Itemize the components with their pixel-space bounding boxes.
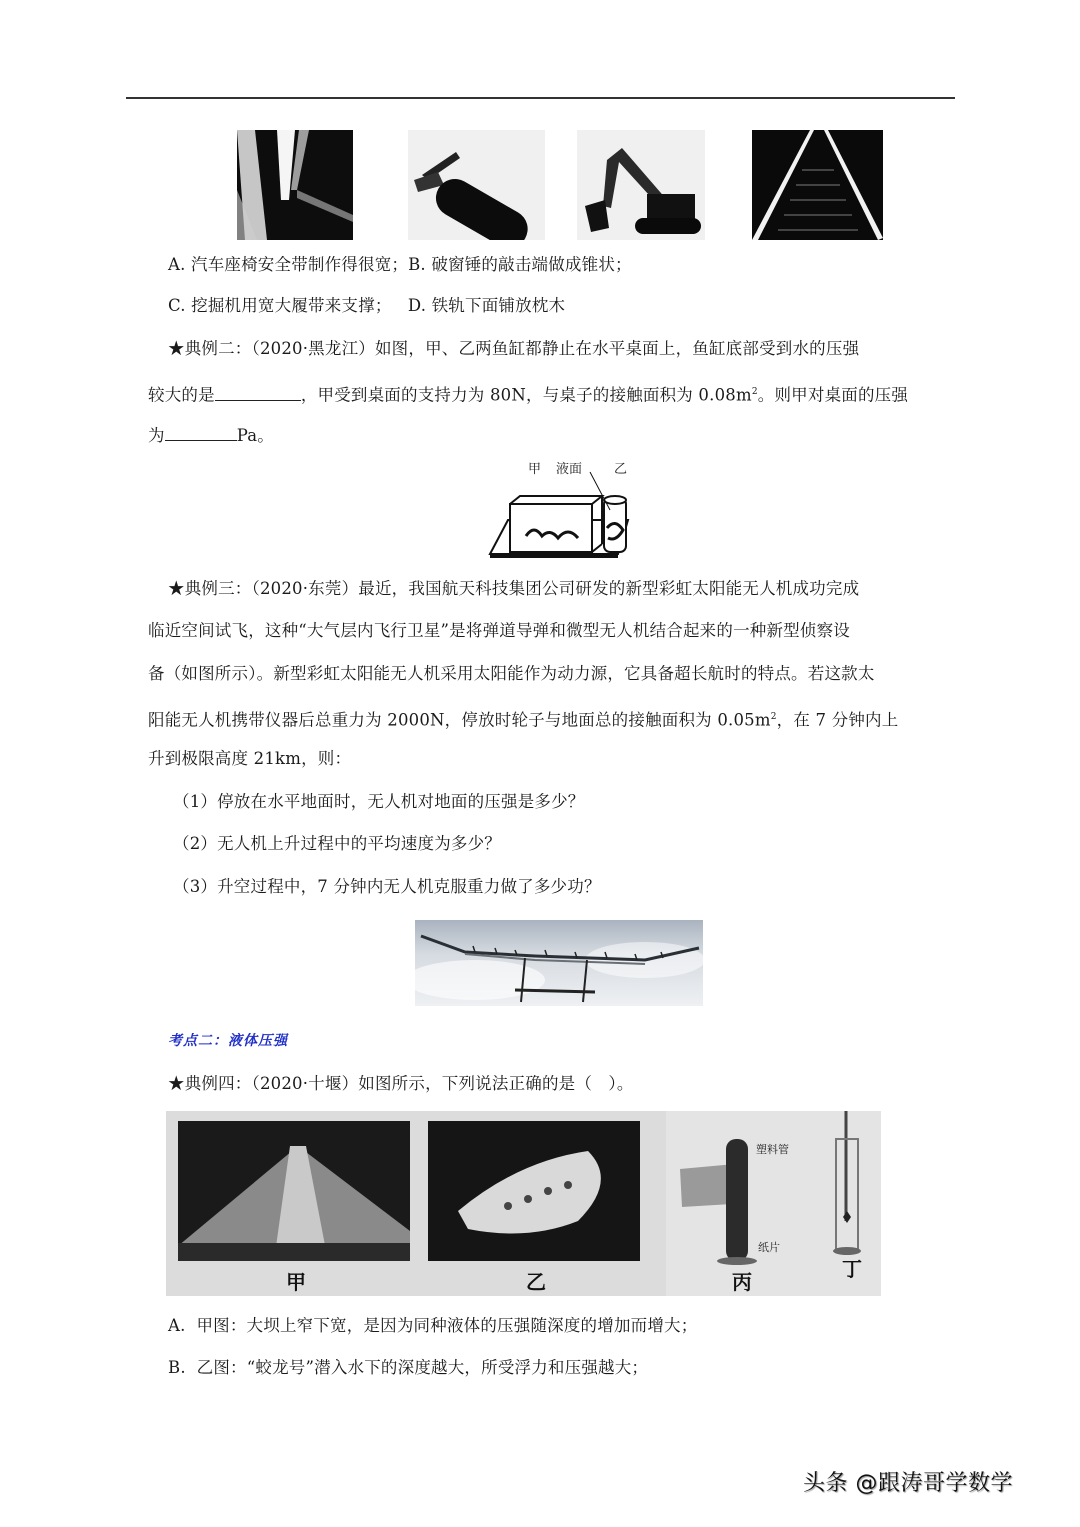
question-3: （3）升空过程中，7 分钟内无人机克服重力做了多少功？ <box>173 877 601 896</box>
example-two-line-3 <box>148 424 274 447</box>
example-four-option-a: A. 甲图：大坝上窄下宽，是因为同种液体的压强随深度的增加而增大； <box>168 1316 698 1335</box>
solar-drone-image <box>415 920 703 1006</box>
example-three-line-2: 临近空间试飞，这种“大气层内飞行卫星”是将弹道导弹和微型无人机结合起来的一种新型侦察设 <box>148 621 850 640</box>
label-yi: 乙 <box>614 462 628 477</box>
example-three-line-1: ★典例三：（2020·东莞）最近，我国航天科技集团公司研发的新型彩虹太阳能无人机成功完成 <box>168 579 860 598</box>
figure-label-bing: 丙 <box>732 1270 752 1294</box>
header-rule <box>126 97 955 99</box>
example-three-line-4 <box>148 706 898 732</box>
example-one-options-line-1: A. 汽车座椅安全带制作得很宽；B. 破窗锤的敲击端做成锥状； <box>168 255 632 274</box>
superscript-2: 2 <box>751 387 758 397</box>
example-three-line-4-pre: 阳能无人机携带仪器后总重力为 2000N，停放时轮子与地面总的接触面积为 0.05m <box>148 710 771 730</box>
fish-tank-figure <box>478 458 638 563</box>
example-two-line-1: ★典例二：（2020·黑龙江）如图，甲、乙两鱼缸都静止在水平桌面上，鱼缸底部受到水的压强 <box>168 339 860 358</box>
example-two-line-2 <box>148 381 908 407</box>
answer-blank-2[interactable] <box>165 424 237 441</box>
excavator-image <box>577 130 705 240</box>
answer-blank-1[interactable] <box>215 384 301 401</box>
example-two-line-2-post: ，甲受到桌面的支持力为 80N，与桌子的接触面积为 0.08m <box>300 385 752 405</box>
example-two-line-3-post: Pa。 <box>236 426 275 445</box>
example-three-line-5: 升到极限高度 21km，则： <box>148 749 352 768</box>
window-hammer-image <box>408 130 545 240</box>
section-heading: 考点二：液体压强 <box>168 1033 288 1049</box>
label-jia: 甲 <box>528 462 542 477</box>
example-two-line-3-pre: 为 <box>148 426 165 445</box>
example-four-line-1: ★典例四：（2020·十堰）如图所示，下列说法正确的是（ ）。 <box>168 1074 634 1093</box>
question-1: （1）停放在水平地面时，无人机对地面的压强是多少？ <box>173 792 585 811</box>
example-four-option-b: B. 乙图：“蛟龙号”潜入水下的深度越大，所受浮力和压强越大； <box>168 1358 649 1377</box>
figure-label-jia: 甲 <box>286 1270 306 1294</box>
example-four-figure <box>166 1111 881 1296</box>
question-2: （2）无人机上升过程中的平均速度为多少？ <box>173 834 501 853</box>
dam-photo <box>178 1121 410 1261</box>
figure-label-ding: 丁 <box>842 1257 862 1281</box>
example-one-options-line-2: C. 挖掘机用宽大履带来支撑； D. 铁轨下面铺放枕木 <box>168 296 566 315</box>
example-three-line-4-post: ，在 7 分钟内上 <box>776 710 899 730</box>
jiaolong-submersible-photo <box>428 1121 640 1261</box>
paper-piece-callout: 纸片 <box>758 1241 780 1254</box>
seatbelt-image <box>237 130 353 240</box>
railway-sleepers-image <box>752 130 883 240</box>
label-liquid-surface: 液面 <box>556 462 583 477</box>
example-two-line-2-end: 。则甲对桌面的压强 <box>757 385 909 405</box>
superscript-2: 2 <box>770 712 777 722</box>
watermark: 头条 @跟涛哥学数学 <box>803 1471 1013 1496</box>
example-three-line-3: 备（如图所示）。新型彩虹太阳能无人机采用太阳能作为动力源，它具备超长航时的特点。若这款太 <box>148 664 875 683</box>
figure-label-yi: 乙 <box>526 1270 546 1294</box>
plastic-tube-callout: 塑料管 <box>756 1143 789 1156</box>
example-two-line-2-pre: 较大的是 <box>148 385 215 405</box>
